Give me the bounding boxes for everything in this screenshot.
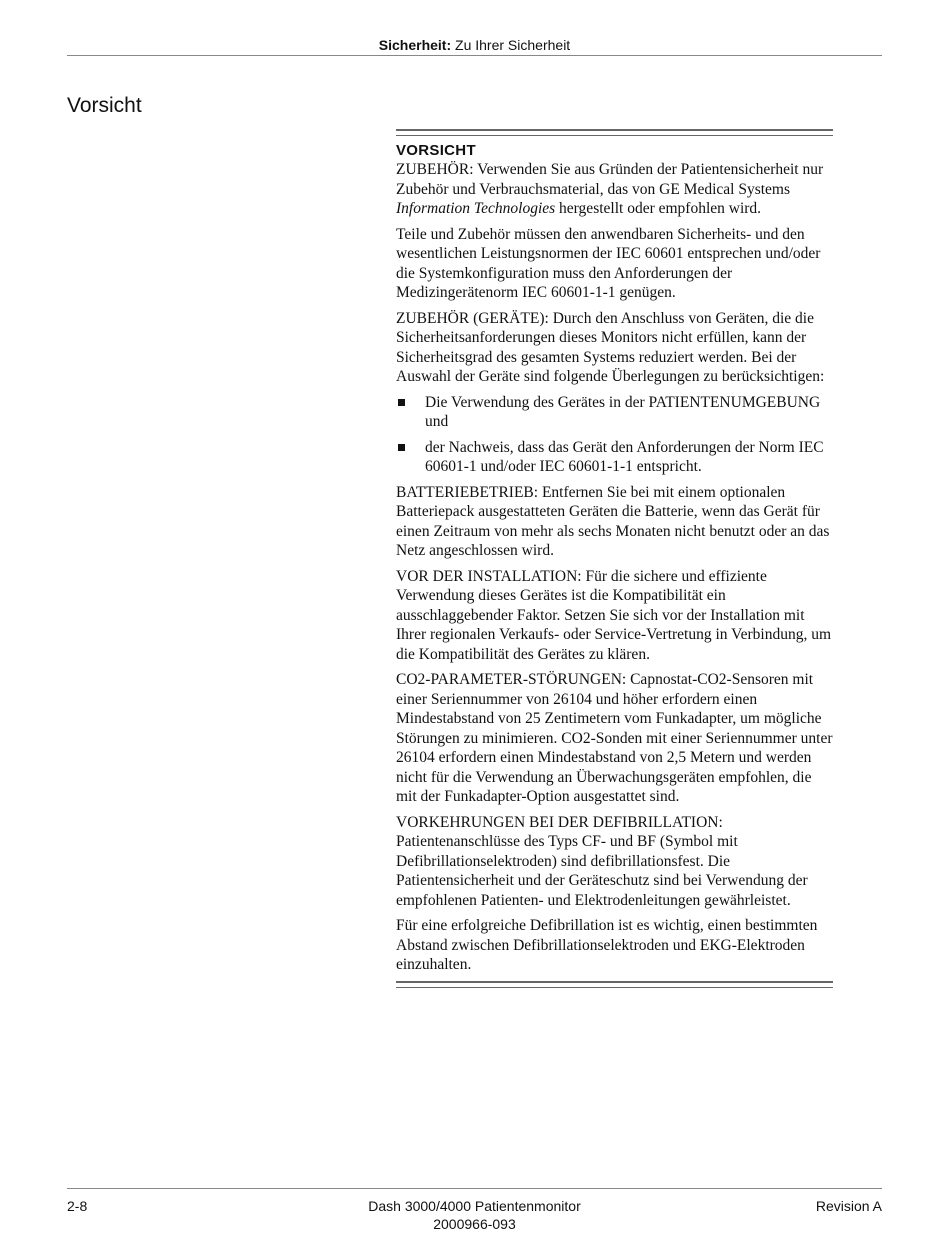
caution-paragraph-battery: BATTERIEBETRIEB: Entfernen Sie bei mit einem optionalen Batteriepack ausgestatteten Geräten die Batterie, wenn das Gerät für einen Zeitraum von mehr als sechs Monaten nicht benutzt oder an das Netz angeschlossen wird. — [396, 483, 830, 559]
caution-paragraph-electrode-distance: Für eine erfolgreiche Defibrillation ist es wichtig, einen bestimmten Abstand zwischen Defibrillationselektroden und EKG-Elektroden einzuhalten. — [396, 917, 818, 973]
header-section-subtitle: Zu Ihrer Sicherheit — [451, 37, 571, 53]
revision-label: Revision A — [815, 1198, 882, 1214]
list-item — [396, 438, 833, 477]
footer-divider — [67, 1188, 882, 1189]
footer-product-info — [67, 1197, 882, 1233]
caution-box — [396, 129, 833, 988]
caution-bottom-rule — [396, 981, 833, 988]
caution-paragraph-co2: CO2-PARAMETER-STÖRUNGEN: Capnostat-CO2-Sensoren mit einer Seriennummer von 26104 und höher erfordern einen Mindestabstand von 25 Zentimetern vom Funkadapter, um mögliche Störungen zu minimieren. CO2-Sonden mit einer Seriennummer unter 26104 erfordern einen Mindestabstand von 2,5 Metern und werden nicht für die Verwendung an Überwachungsgeräten empfohlen, die mit der Funkadapter-Option ausgestattet sind. — [396, 671, 833, 805]
paragraph-text: hergestellt oder empfohlen wird. — [555, 200, 762, 217]
running-header — [67, 36, 882, 54]
paragraph-text: ZUBEHÖR: Verwenden Sie aus Gründen der Patientensicherheit nur Zubehör und Verbrauchsmaterial, das von GE Medical Systems — [396, 161, 824, 198]
caution-paragraph-installation: VOR DER INSTALLATION: Für die sichere und effiziente Verwendung dieses Gerätes ist die Kompatibilität ein ausschlaggebender Faktor. Setzen Sie sich vor der Installation mit Ihrer regionalen Verkaufs- oder Service-Vertretung in Verbindung, um die Kompatibilität des Gerätes zu klären. — [396, 567, 832, 663]
product-name: Dash 3000/4000 Patientenmonitor — [368, 1198, 581, 1214]
document-number: 2000966-093 — [433, 1216, 516, 1232]
caution-top-rule — [396, 129, 833, 136]
list-item-text: der Nachweis, dass das Gerät den Anforderungen der Norm IEC 60601-1 und/oder IEC 60601-1-1 entspricht. — [425, 438, 824, 475]
bullet-square-icon — [398, 399, 405, 406]
caution-paragraph-accessories — [396, 160, 833, 219]
header-divider — [67, 55, 882, 56]
page-number: 2-8 — [67, 1198, 88, 1214]
bullet-square-icon — [398, 444, 405, 451]
list-item-text: Die Verwendung des Gerätes in der PATIENTENUMGEBUNG und — [425, 393, 821, 430]
caution-paragraph-defibrillation: VORKEHRUNGEN BEI DER DEFIBRILLATION: Patientenanschlüsse des Typs CF- und BF (Symbol mit Defibrillationselektroden) sind defibrillationsfest. Die Patientensicherheit und der Geräteschutz sind bei Verwendung der empfohlenen Patienten- und Elektrodenleitungen gewährleistet. — [396, 813, 808, 909]
list-item — [396, 393, 833, 432]
caution-paragraph-devices: ZUBEHÖR (GERÄTE): Durch den Anschluss von Geräten, die die Sicherheitsanforderungen dieses Monitors nicht erfüllen, kann der Sicherheitsgrad des gesamten Systems reduziert werden. Bei der Auswahl der Geräte sind folgende Überlegungen zu berücksichtigen: — [396, 309, 825, 385]
caution-title: VORSICHT — [396, 142, 476, 159]
section-title: Vorsicht — [67, 94, 142, 117]
consideration-list — [396, 393, 833, 477]
header-section-label: Sicherheit: — [378, 37, 452, 53]
caution-paragraph-standards: Teile und Zubehör müssen den anwendbaren Sicherheits- und den wesentlichen Leistungsnormen der IEC 60601 entsprechen und/oder die Systemkonfiguration muss den Anforderungen der Medizingerätenorm IEC 60601-1-1 genügen. — [396, 225, 821, 301]
company-division-name: Information Technologies — [396, 200, 556, 217]
